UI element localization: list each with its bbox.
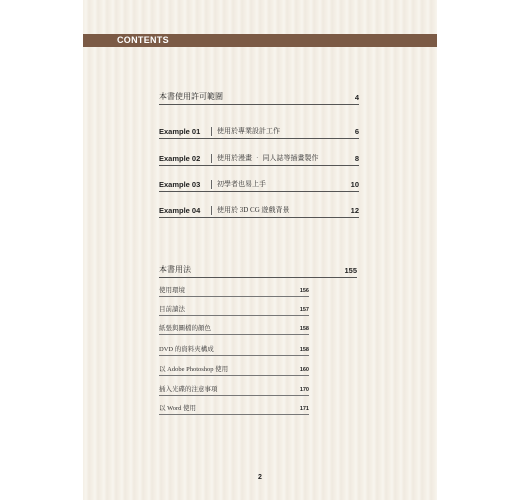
separator-bar xyxy=(211,206,212,215)
toc-subentry[interactable] xyxy=(159,303,309,316)
toc-entry-label: Example 02 xyxy=(159,154,201,163)
toc-entry-description: 使用於 3D CG 遊戲背景 xyxy=(217,206,290,214)
toc-subentry-page: 160 xyxy=(299,367,309,373)
toc-entry-description: 使用於漫畫 ‧ 同人誌等插畫製作 xyxy=(217,154,319,162)
toc-entry-label: Example 03 xyxy=(159,180,201,189)
document-page xyxy=(83,0,437,500)
toc-subentry[interactable] xyxy=(159,402,309,415)
toc-subentry-label: 以 Adobe Photoshop 使用 xyxy=(159,366,229,373)
toc-subentry-page: 170 xyxy=(299,387,309,393)
separator-bar xyxy=(211,127,212,136)
toc-entry-label: Example 04 xyxy=(159,206,201,215)
toc-entry-label: 本書用法 xyxy=(159,265,191,274)
toc-entry-example-02[interactable] xyxy=(159,151,359,166)
toc-entry-page: 4 xyxy=(354,93,359,102)
toc-entry-usage-license[interactable] xyxy=(159,90,359,105)
toc-subentry[interactable] xyxy=(159,343,309,356)
toc-subentry-label: DVD 的資料夾構成 xyxy=(159,346,214,353)
toc-entry-description: 使用於專業設計工作 xyxy=(217,127,280,135)
toc-subentry-page: 156 xyxy=(299,288,309,294)
toc-entry-how-to-use[interactable] xyxy=(159,263,357,278)
toc-entry-description: 初學者也易上手 xyxy=(217,180,266,188)
toc-subentry-label: 插入光碟的注意事項 xyxy=(159,386,218,393)
toc-entry-page: 6 xyxy=(354,127,359,136)
contents-header-bar xyxy=(83,34,437,47)
toc-entry-page: 155 xyxy=(344,266,357,275)
toc-subentry-page: 158 xyxy=(299,326,309,332)
toc-entry-label: Example 01 xyxy=(159,127,201,136)
toc-entry-page: 10 xyxy=(350,180,359,189)
toc-subentry[interactable] xyxy=(159,363,309,376)
toc-entry-label: 本書使用許可範圍 xyxy=(159,92,223,101)
toc-subentry-page: 157 xyxy=(299,307,309,313)
toc-subentry[interactable] xyxy=(159,284,309,297)
toc-entry-example-03[interactable] xyxy=(159,177,359,192)
toc-subentry[interactable] xyxy=(159,322,309,335)
toc-subentry-label: 使用環境 xyxy=(159,287,185,294)
toc-entry-example-04[interactable] xyxy=(159,203,359,218)
toc-entry-example-01[interactable] xyxy=(159,124,359,139)
separator-bar xyxy=(211,180,212,189)
toc-entry-page: 12 xyxy=(350,206,359,215)
toc-subentry[interactable] xyxy=(159,383,309,396)
toc-subentry-page: 158 xyxy=(299,347,309,353)
separator-bar xyxy=(211,154,212,163)
page-number: 2 xyxy=(258,474,262,481)
toc-subentry-page: 171 xyxy=(299,406,309,412)
toc-subentry-label: 以 Word 使用 xyxy=(159,405,197,412)
toc-subentry-label: 目前讀法 xyxy=(159,306,185,313)
toc-subentry-label: 紙張與圖檔的顏色 xyxy=(159,325,211,332)
contents-title: CONTENTS xyxy=(117,35,169,45)
toc-entry-page: 8 xyxy=(354,154,359,163)
